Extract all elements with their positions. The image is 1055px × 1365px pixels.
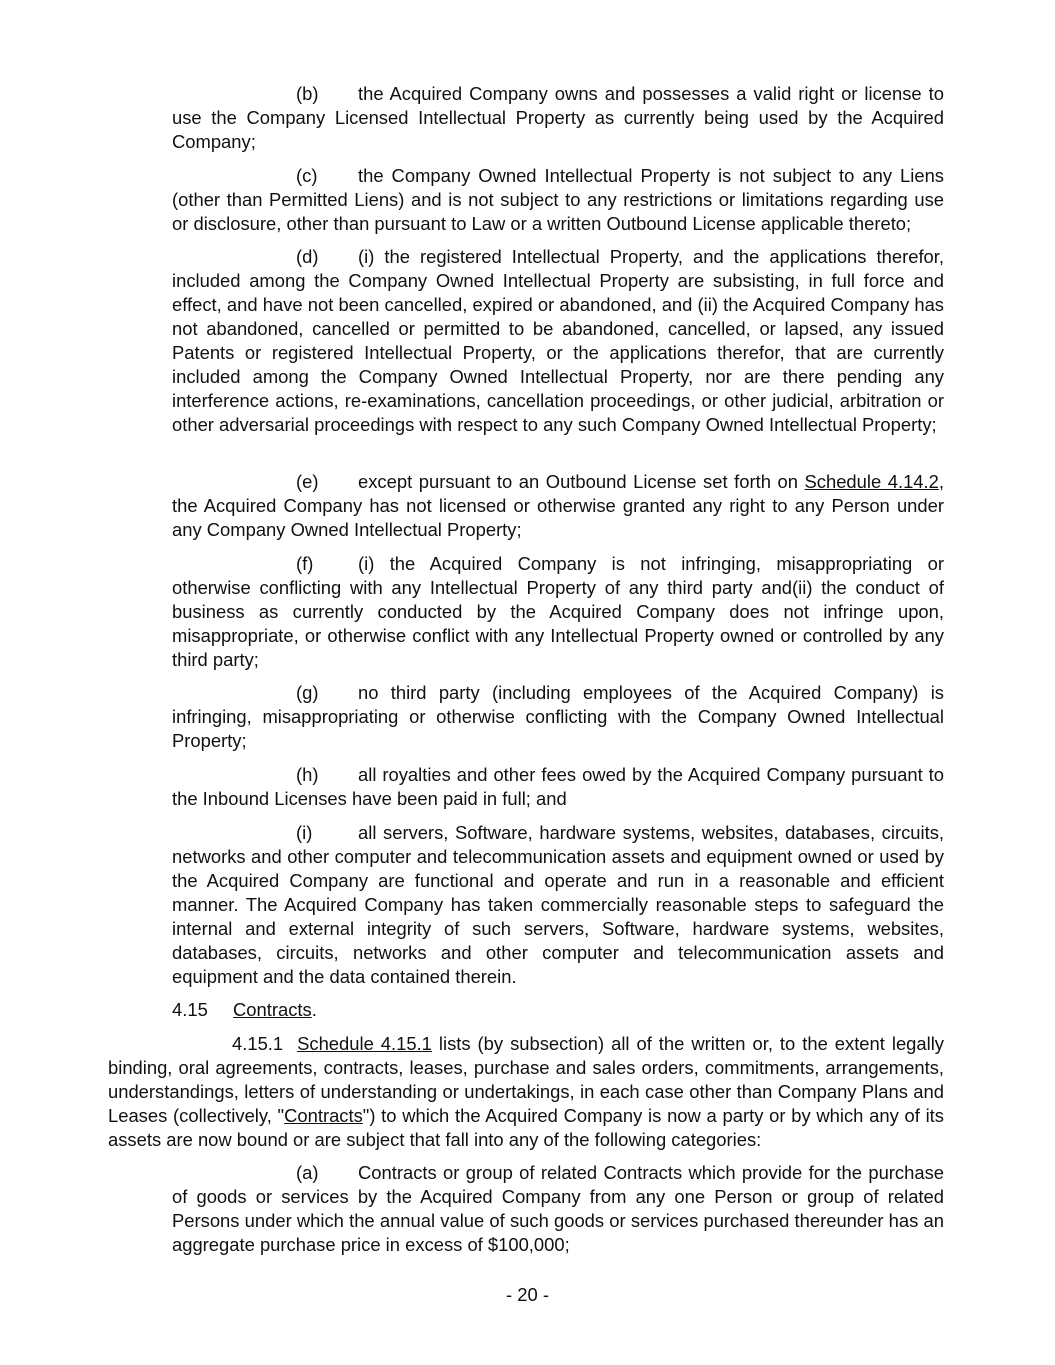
clause-text-continued: , the Acquired Company has not licensed or otherwise granted any right to any Person under any Company Owned Intellectual Property;	[172, 471, 944, 540]
clause-label: (d)	[296, 246, 319, 267]
clause-g	[172, 681, 944, 753]
clause-i	[172, 821, 944, 989]
clause-label: (g)	[296, 682, 319, 703]
subclause-a	[172, 1161, 944, 1257]
clause-e	[172, 470, 944, 542]
clause-label: (i)	[296, 822, 313, 843]
subsection-text: lists (by subsection) all of the written or, to the extent legally binding, oral agreements, contracts, leases, purchase and sales orders, commitments, arrangements, understandings, letters of understanding or undertakings, in each case other than Company Plans and Leases (collectively, "	[108, 1033, 944, 1126]
clause-label: (a)	[296, 1162, 319, 1183]
schedule-4-15-1-reference: Schedule 4.15.1	[297, 1033, 432, 1054]
clause-text: (i) the registered Intellectual Property, and the applications therefor, included among the Company Owned Intellectual Property are subsisting, in full force and effect, and have not been cancelled, expired or abandoned, and (ii) the Acquired Company has not abandoned, cancelled or permitted to be abandoned, cancelled, or lapsed, any issued Patents or registered Intellectual Property, or the applications therefor, that are currently included among the Company Owned Intellectual Property, nor are there pending any interference actions, re-examinations, cancellation proceedings, or other judicial, arbitration or other adversarial proceedings with respect to any such Company Owned Intellectual Property;	[172, 246, 944, 435]
clause-c	[172, 164, 944, 236]
subsection-4-15-1	[108, 1032, 944, 1152]
clause-text: the Company Owned Intellectual Property is not subject to any Liens (other than Permitted Liens) and is not subject to any restrictions or limitations regarding use or disclosure, other than pursuant to Law or a written Outbound License applicable thereto;	[172, 165, 944, 234]
clause-label: (h)	[296, 764, 319, 785]
clause-h	[172, 763, 944, 811]
subsection-number: 4.15.1	[232, 1033, 284, 1054]
clause-text: all royalties and other fees owed by the Acquired Company pursuant to the Inbound Licenses have been paid in full; and	[172, 764, 944, 809]
clause-text: Contracts or group of related Contracts which provide for the purchase of goods or services by the Acquired Company from any one Person or group of related Persons under which the annual value of such goods or services purchased thereunder has an aggregate purchase price in excess of $100,000;	[172, 1162, 944, 1255]
clause-text: the Acquired Company owns and possesses a valid right or license to use the Company Licensed Intellectual Property as currently being used by the Acquired Company;	[172, 83, 944, 152]
section-title: Contracts	[233, 999, 312, 1020]
clause-d	[172, 245, 944, 437]
page-number: - 20 -	[506, 1284, 549, 1305]
defined-term-contracts: Contracts	[284, 1105, 363, 1126]
section-title-punctuation: .	[311, 999, 317, 1020]
clause-label: (f)	[296, 553, 314, 574]
clause-text: except pursuant to an Outbound License set forth on	[358, 471, 805, 492]
clause-label: (c)	[296, 165, 318, 186]
clause-text: no third party (including employees of the Acquired Company) is infringing, misappropriating or otherwise conflicting with the Company Owned Intellectual Property;	[172, 682, 944, 751]
clause-text: (i) the Acquired Company is not infringing, misappropriating or otherwise conflicting with any Intellectual Property of any third party and(ii) the conduct of business as currently conducted by the Acquired Company does not infringe upon, misappropriate, or otherwise conflict with any Intellectual Property owned or controlled by any third party;	[172, 553, 944, 670]
clause-b	[172, 82, 944, 154]
subsection-text-continued: ") to which the Acquired Company is now a party or by which any of its assets are now bound or are subject that fall into any of the following categories:	[108, 1105, 944, 1150]
clause-f	[172, 552, 944, 672]
clause-label: (b)	[296, 83, 319, 104]
clause-label: (e)	[296, 471, 319, 492]
schedule-4-14-2-reference: Schedule 4.14.2	[804, 471, 939, 492]
section-heading	[172, 998, 944, 1022]
section-number: 4.15	[172, 999, 208, 1020]
clause-text: all servers, Software, hardware systems, websites, databases, circuits, networks and other computer and telecommunication assets and equipment owned or used by the Acquired Company are functional and operate and run in a reasonable and efficient manner. The Acquired Company has taken commercially reasonable steps to safeguard the internal and external integrity of such servers, Software, hardware systems, websites, databases, circuits, networks and other computer and telecommunication assets and equipment and the data contained therein.	[172, 822, 944, 987]
